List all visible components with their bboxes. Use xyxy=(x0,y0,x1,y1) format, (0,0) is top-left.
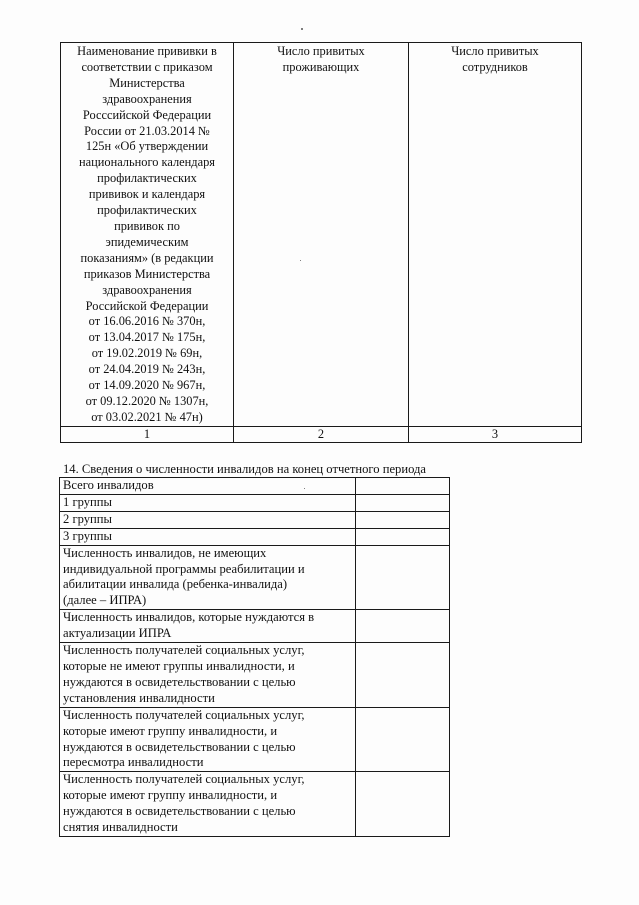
vaccination-table xyxy=(60,42,582,443)
disability-row xyxy=(60,494,450,511)
disability-row xyxy=(60,511,450,528)
vaccine-name-header-cell xyxy=(61,43,234,427)
column-number-2: 2 xyxy=(234,426,409,442)
label-text-line: актуализации ИПРА xyxy=(63,626,172,641)
residents-header-cell xyxy=(234,43,409,427)
header-text-line: профилактических xyxy=(97,171,197,186)
disability-row-label xyxy=(60,494,356,511)
disability-row-label xyxy=(60,545,356,610)
disability-row-value[interactable] xyxy=(356,772,450,837)
header-text-line: национального календаря xyxy=(78,155,215,170)
vaccine-name-header xyxy=(63,44,231,426)
label-text-line: 3 группы xyxy=(63,528,112,543)
label-text-line: которые имеют группу инвалидности, и xyxy=(63,723,278,738)
label-text-line: пересмотра инвалидности xyxy=(63,755,204,770)
disability-row xyxy=(60,545,450,610)
scan-speck xyxy=(301,28,303,30)
label-text-line: 1 группы xyxy=(63,494,112,509)
vaccination-header-row xyxy=(61,43,582,427)
label-text-line: индивидуальной программы реабилитации и xyxy=(63,561,305,576)
section-14-heading: 14. Сведения о численности инвалидов на конец отчетного периода xyxy=(63,462,427,476)
label-text-line: установления инвалидности xyxy=(63,690,215,705)
label-text-line: Численность получателей социальных услуг, xyxy=(63,707,305,722)
disability-row-label xyxy=(60,772,356,837)
disability-row-label xyxy=(60,707,356,772)
header-text-line: Министерства xyxy=(109,75,185,90)
header-text-line: проживающих xyxy=(282,59,360,74)
header-text-line: от 16.06.2016 № 370н, xyxy=(88,314,206,329)
header-text-line: от 13.04.2017 № 175н, xyxy=(88,330,206,345)
disability-row-value[interactable] xyxy=(356,494,450,511)
header-text-line: прививок по xyxy=(114,218,180,233)
header-text-line: прививок и календаря xyxy=(88,187,206,202)
label-text-line: Численность получателей социальных услуг, xyxy=(63,643,305,658)
label-text-line: Численность получателей социальных услуг, xyxy=(63,772,305,787)
disabled-persons-table-body xyxy=(60,478,450,837)
staff-header-cell xyxy=(409,43,582,427)
disability-row-value[interactable] xyxy=(356,528,450,545)
disability-row-value[interactable] xyxy=(356,511,450,528)
disability-row-value[interactable] xyxy=(356,610,450,643)
disability-row xyxy=(60,528,450,545)
label-text-line: Всего инвалидов xyxy=(63,478,154,492)
disability-row xyxy=(60,707,450,772)
disability-row-value[interactable] xyxy=(356,707,450,772)
disability-row-label xyxy=(60,528,356,545)
header-text-line: приказов Министерства xyxy=(83,266,211,281)
label-text-line: снятия инвалидности xyxy=(63,820,178,835)
header-text-line: от 14.09.2020 № 967н, xyxy=(88,378,206,393)
header-text-line: профилактических xyxy=(97,203,197,218)
disability-row-label xyxy=(60,610,356,643)
label-text-line: 2 группы xyxy=(63,511,112,526)
header-text-line: 125н «Об утверждении xyxy=(85,139,209,154)
header-text-line: от 19.02.2019 № 69н, xyxy=(91,346,203,361)
label-text-line: нуждаются в освидетельствовании с целью xyxy=(63,739,296,754)
header-text-line: соответствии с приказом xyxy=(81,59,213,74)
header-text-line: здравоохранения xyxy=(102,282,192,297)
header-text-line: Число привитых xyxy=(451,44,539,58)
column-number-3: 3 xyxy=(409,426,582,442)
header-text-line: показаниям» (в редакции xyxy=(80,250,214,265)
disability-row-value[interactable] xyxy=(356,545,450,610)
disability-row-label xyxy=(60,643,356,708)
header-text-line: Российской Федерации xyxy=(85,298,209,313)
header-text-line: Число привитых xyxy=(277,44,365,58)
disability-row xyxy=(60,643,450,708)
label-text-line: абилитации инвалида (ребенка-инвалида) xyxy=(63,577,288,592)
label-text-line: Численность инвалидов, не имеющих xyxy=(63,545,267,560)
disability-row-value[interactable] xyxy=(356,478,450,495)
header-text-line: Наименование прививки в xyxy=(77,44,217,58)
header-text-line: сотрудников xyxy=(462,59,528,74)
header-text-line: Росссийской Федерации xyxy=(82,107,212,122)
label-text-line: (далее – ИПРА) xyxy=(63,593,147,608)
label-text-line: нуждаются в освидетельствовании с целью xyxy=(63,674,296,689)
header-text-line: здравоохранения xyxy=(102,91,192,106)
disability-row xyxy=(60,772,450,837)
disabled-persons-table xyxy=(59,477,450,837)
label-text-line: которые имеют группу инвалидности, и xyxy=(63,788,278,803)
column-number-row xyxy=(61,426,582,442)
label-text-line: Численность инвалидов, которые нуждаются в xyxy=(63,610,315,625)
header-text-line: от 09.12.2020 № 1307н, xyxy=(85,393,209,408)
header-text-line: от 24.04.2019 № 243н, xyxy=(88,362,206,377)
column-number-1: 1 xyxy=(61,426,234,442)
label-text-line: которые не имеют группы инвалидности, и xyxy=(63,658,295,673)
header-text-line: эпидемическим xyxy=(105,234,189,249)
label-text-line: нуждаются в освидетельствовании с целью xyxy=(63,804,296,819)
residents-header xyxy=(236,44,406,76)
header-text-line: от 03.02.2021 № 47н) xyxy=(91,409,203,424)
staff-header xyxy=(411,44,579,76)
disability-row-label xyxy=(60,478,356,495)
disability-row xyxy=(60,610,450,643)
disability-row-value[interactable] xyxy=(356,643,450,708)
header-text-line: России от 21.03.2014 № xyxy=(84,123,210,138)
disability-row xyxy=(60,478,450,495)
disability-row-label xyxy=(60,511,356,528)
